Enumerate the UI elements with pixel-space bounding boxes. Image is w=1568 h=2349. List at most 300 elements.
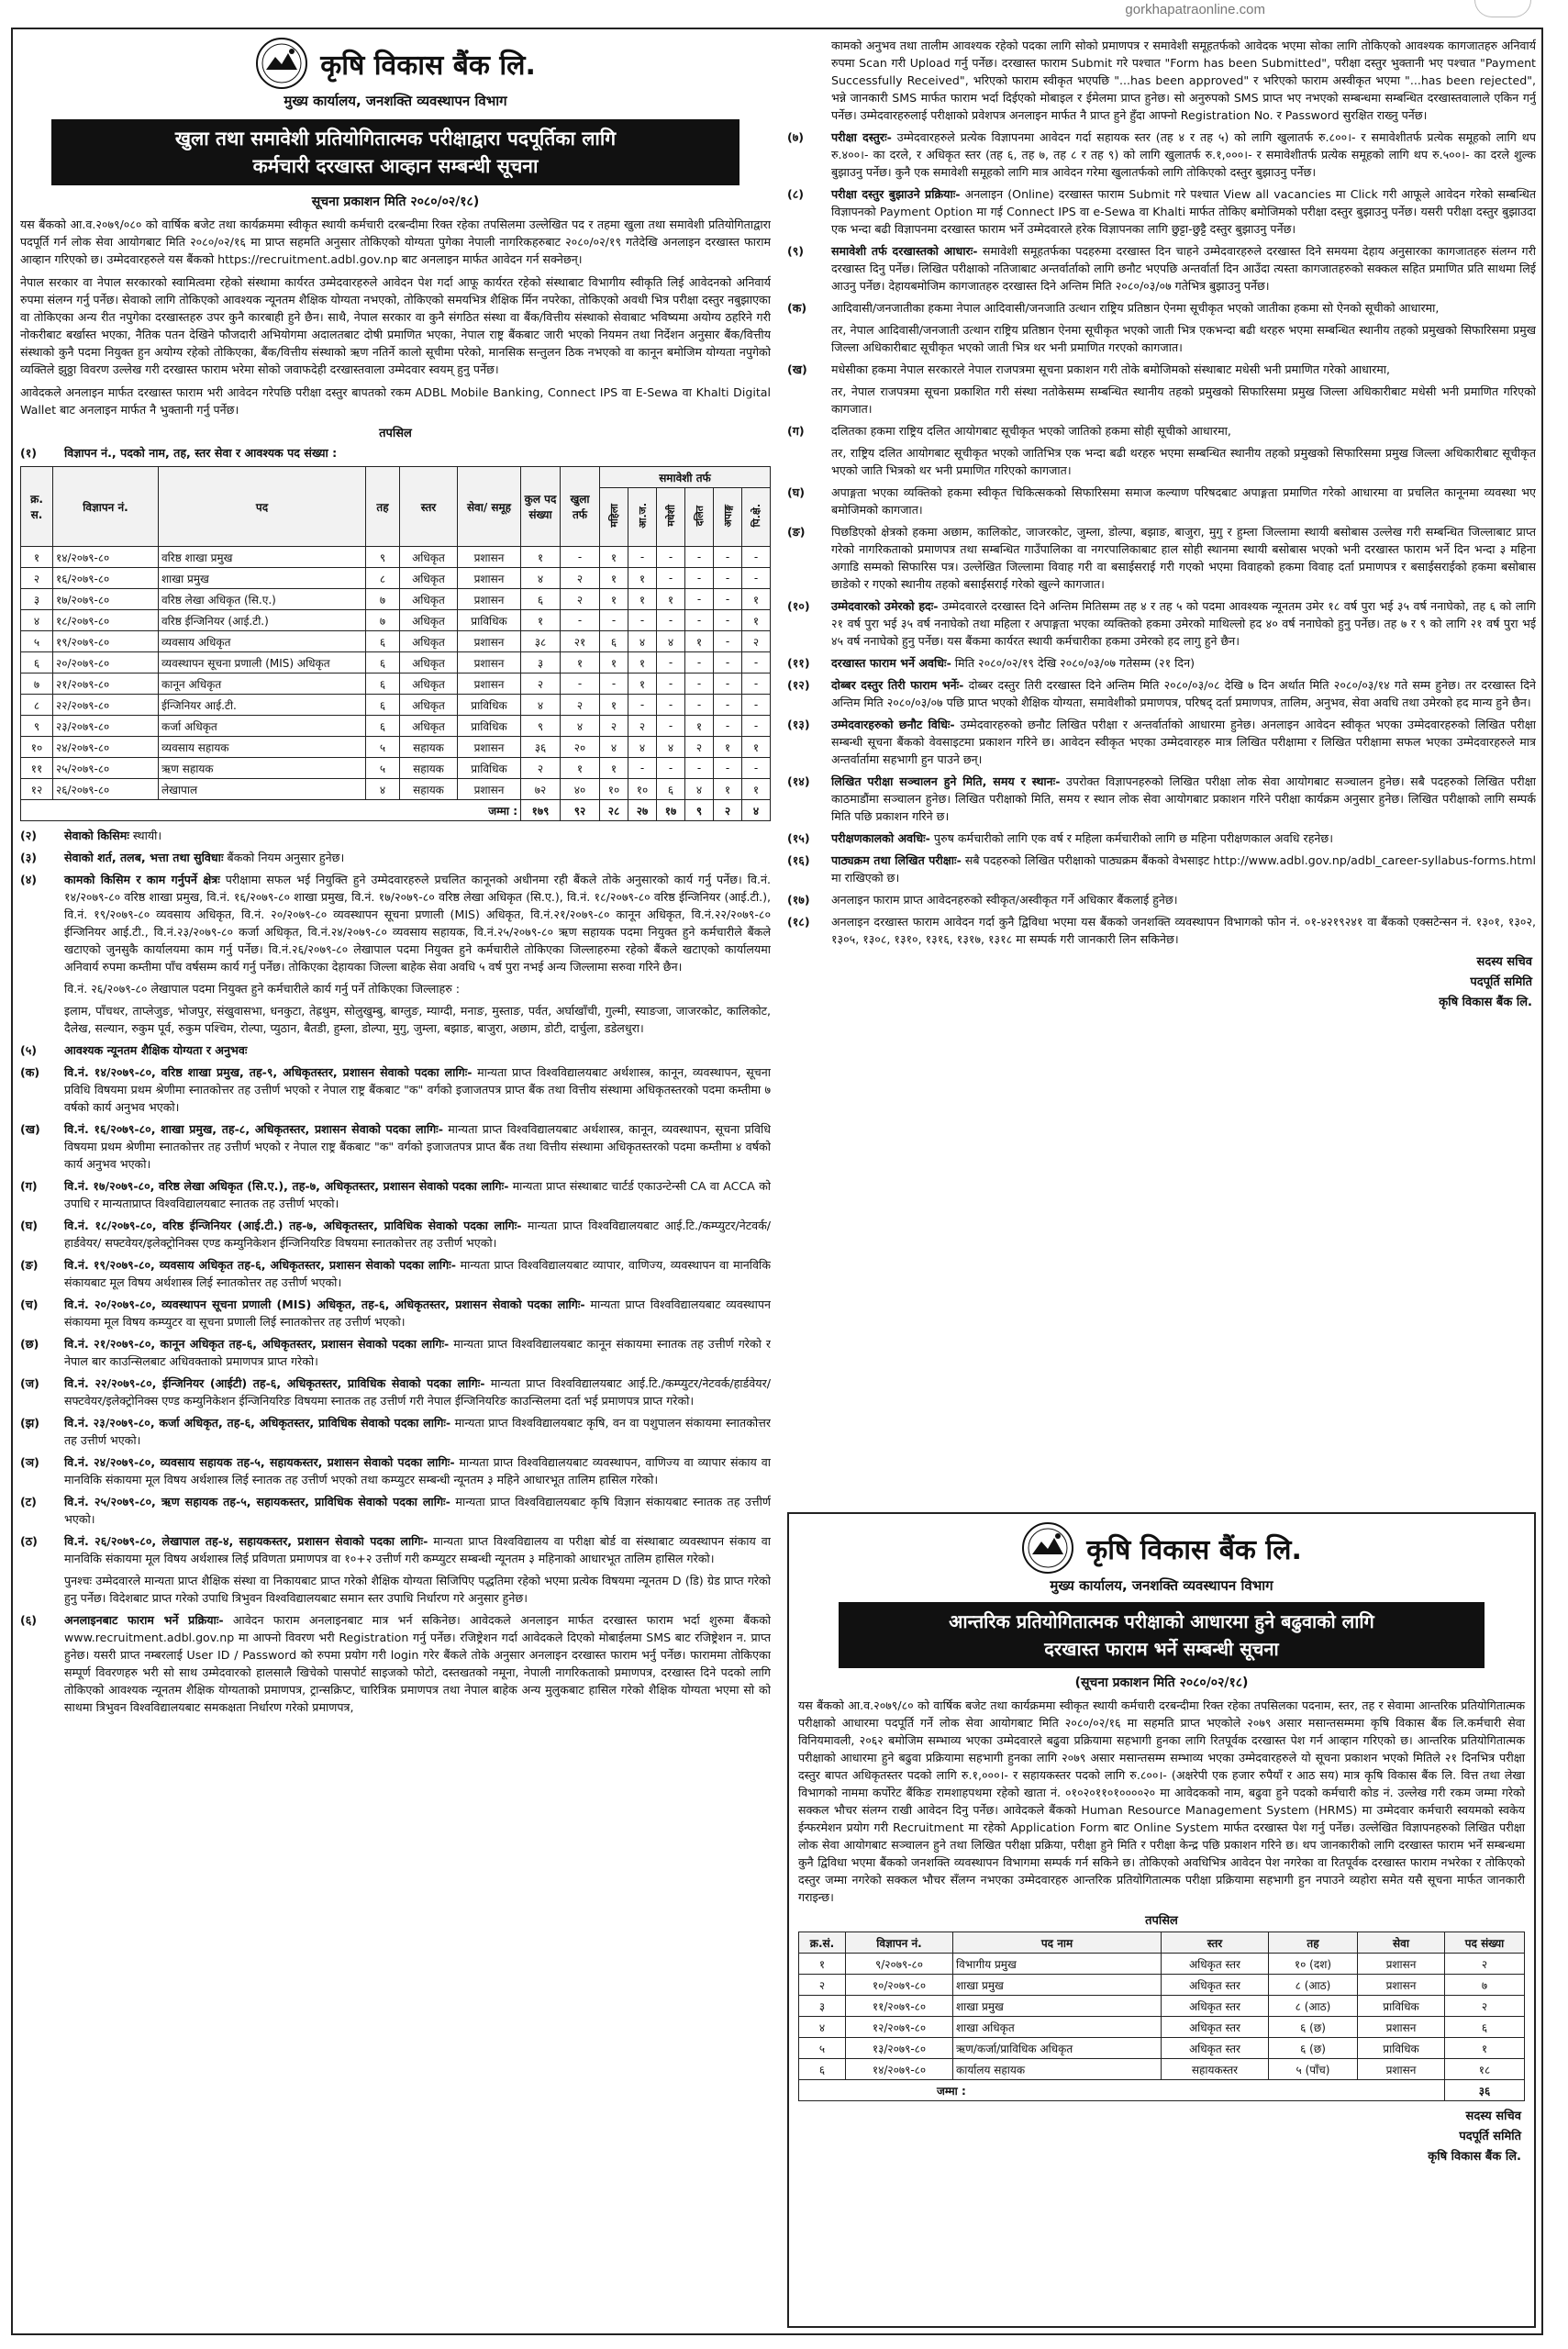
th-inc-janajati: आ.ज. [628, 488, 657, 547]
table-cell: १० (दश) [1269, 1954, 1358, 1975]
item-heading: दरखास्त फाराम भर्ने अवधिः- [831, 656, 951, 670]
table-cell: अधिकृत [400, 610, 458, 631]
table-cell: ४ [600, 737, 628, 758]
table-cell: - [685, 547, 714, 568]
item-heading: परीक्षणकालको अवधिः- [831, 831, 930, 845]
th-inc-backward: पि.क्षे. [742, 488, 771, 547]
table-cell: १९/२०७९-८० [53, 631, 159, 652]
notice-item [20, 980, 771, 997]
table-cell: अधिकृत [400, 589, 458, 610]
item-number: (५) [20, 1043, 38, 1057]
table-cell: शाखा प्रमुख [159, 568, 366, 589]
table-cell: अधिकृत [400, 631, 458, 652]
table-cell: प्रशासन [458, 737, 521, 758]
table-cell: ६ [521, 589, 561, 610]
table-cell: ६ [366, 674, 400, 695]
notice-item [20, 871, 771, 975]
table-cell: २५/२०७९-८० [53, 758, 159, 779]
item-text [831, 829, 1536, 847]
table-cell: वरिष्ठ लेखा अधिकृत (सि.ए.) [159, 589, 366, 610]
table-cell: प्रशासन [458, 631, 521, 652]
notice-item [787, 773, 1536, 825]
table-cell: २ [600, 716, 628, 737]
notice-item [20, 1375, 771, 1409]
table-cell: ८ [21, 695, 53, 716]
item-number: (३) [20, 851, 38, 864]
table-cell: - [742, 674, 771, 695]
item-text [64, 849, 771, 866]
bank-logo-icon [1021, 1521, 1074, 1575]
table-cell: २३/२०७९-८० [53, 716, 159, 737]
item-number: (१०) [787, 599, 810, 613]
table-cell: वरिष्ठ शाखा प्रमुख [159, 547, 366, 568]
item-heading: समावेशी तर्फ दरखास्तको आधारः- [831, 244, 978, 258]
table-cell: ४ [685, 779, 714, 800]
table-cell: - [714, 547, 742, 568]
table-cell: - [742, 695, 771, 716]
table-cell: शाखा प्रमुख [953, 1975, 1162, 1996]
table-cell: २ [685, 737, 714, 758]
item-text [64, 1335, 771, 1370]
notice1-title-line1: खुला तथा समावेशी प्रतियोगितात्मक परीक्षाद्वारा पदपूर्तिका लागि [174, 128, 617, 150]
notice-item [20, 1256, 771, 1291]
item-heading: पाठ्यक्रम तथा लिखित परीक्षाः- [831, 853, 962, 867]
notice-item [787, 716, 1536, 768]
notice-item [787, 484, 1536, 518]
sec1-label: विज्ञापन नं., पदको नाम, तह, स्तर सेवा र आवश्यक पद संख्या : [64, 446, 338, 460]
item-number: (क) [787, 301, 807, 315]
table-cell: - [657, 610, 685, 631]
table-cell: ऋण सहायक [159, 758, 366, 779]
item-text [64, 1041, 771, 1059]
th2-service: सेवा [1358, 1932, 1445, 1954]
item-number: (९) [787, 244, 805, 258]
table-cell: १ [600, 695, 628, 716]
item-number: (१६) [787, 853, 810, 867]
item-number: (१७) [787, 893, 810, 907]
table-cell: १ [21, 547, 53, 568]
table-row [21, 589, 771, 610]
table-cell: १ [657, 589, 685, 610]
table-cell: १ [521, 610, 561, 631]
th-open: खुला तर्फ [561, 467, 600, 547]
item-number: (१३) [787, 718, 810, 731]
notice2-title-line2: दरखास्त फाराम भर्ने सम्बन्धी सूचना [1044, 1638, 1279, 1660]
item-text [831, 128, 1536, 181]
table-cell: प्रशासन [1358, 1954, 1445, 1975]
item-body: मान्यता प्राप्त विश्वविद्यालयबाट आई.टि./कम्प्युटर/नेटवर्क/हार्डवेयर/सफ्टवेयर/इलेक्ट्रोनिक्स एण्ड कम्युनिकेशन ईन्जिनियरिङ विषयमा स्नातक तह उत्तीर्ण गरी नेपाल ईन्जिनियरिङ काउन्सिलमा दर्ता भई प्रमाणपत्र प्राप्त गरेको। [64, 1376, 771, 1408]
table-cell: प्रशासन [458, 568, 521, 589]
th-service: सेवा/ समूह [458, 467, 521, 547]
notice1-left-column [20, 37, 771, 2328]
table-cell: प्राविधिक [458, 758, 521, 779]
notice2-body: यस बैंकको आ.व.२०७९/८० को वार्षिक बजेट तथा कार्यक्रममा स्वीकृत स्थायी कर्मचारी दरबन्दीमा रिक्त रहेका तपसिलका पदनाम, स्तर, तह र सेवामा आन्तरिक प्रतियोगितात्मक परीक्षाको आधारमा पदपूर्ति गर्ने लोक सेवा आयोगबाट मिति २०८०/०२/१६ मा सहमति प्राप्त भएकोले २०७९ असार मसान्तसम्ममा कृषि विकास बैंक लि.कर्मचारी सेवा विनियमावली, २०६२ बमोजिम सम्भाव्य भएका उम्मेदवारले बढुवा प्रक्रियामा सहभागी हुनका लागि रितपूर्वक दरखास्त पेश गर्न आव्हान गरिएको छ। आन्तरिक प्रतियोगितात्मक परीक्षाको आधारमा हुने बढुवा प्रक्रियामा सहभागी हुनका लागि २०७९ असार मसान्तसम्म सम्भाव्य भएका उम्मेदवारहरुले यो सूचना प्रकाशन भएको मितिले २१ दिनभित्र परीक्षा दस्तुर बापत अधिकृतस्तर पदको लागि रु.१,०००।- र सहायकस्तर पदको लागि रु.८००।- (अक्षरेपी एक हजार रुपैयाँ र आठ सय) मात्र कृषि विकास बैंक लि. वित्त तथा लेखा विभागको नाममा कर्पोरेट बैंकिङ रामशाहपथमा रहेको खाता नं. ०१०२०११०१००००२० मा आवेदकको नाम, बढुवा हुने पदको कर्मचारी कोड नं. उल्लेख गरी रकम जम्मा गरेको सक्कल भौचर संलग्न राखी आवेदन दिनु पर्नेछ। आवेदकले बैंकको Human Resource Management System (HRMS) मा उम्मेदवार कर्मचारी स्वयमको स्वकेय ईन्फरमेशन प्रयोग गरी Recruitment मा रहेको Application Form बाट Online System मार्फत दरखास्त पेश गर्नु पर्नेछ। उल्लेखित विज्ञापनहरुको लिखित परीक्षा लोक सेवा आयोगबाट सञ्चालन हुने तथा लिखित परीक्षा प्रक्रिया, परीक्षा हुने मिति र परीक्षा केन्द्र पछि प्रकाशन गरिने छ। थप जानकारीको लागि दरखास्त फाराम भर्ने सम्बन्धमा कुनै द्विविधा भएमा बैंकको जनशक्ति व्यवस्थापन विभागमा सम्पर्क गर्न सकिने छ। तोकिएको अवधिभित्र आवेदन पेश नगरेका वा रितपूर्वक दरखास्त फाराम नभरेका र तोकिएको दस्तुर जम्मा नगरेको सक्कल भौचर सँलग्न नभएका उम्मेदवारहरु आन्तरिक प्रतियोगितात्मक परीक्षा प्रक्रियामा सहभागी हुन नपाउने व्यहोरा समेत यसै सूचना मार्फत जानकारी गराइन्छ। [798, 1698, 1525, 1904]
table-cell: ४ [366, 779, 400, 800]
table-cell: ९ [366, 547, 400, 568]
item-number: (झ) [20, 1416, 40, 1430]
table-cell: १ [521, 547, 561, 568]
notice1-header [20, 37, 771, 110]
notice-item [787, 444, 1536, 479]
item-text [831, 676, 1536, 711]
table-cell: वरिष्ठ ईन्जिनियर (आई.टी.) [159, 610, 366, 631]
table-cell: ६ [799, 2059, 846, 2080]
table-cell: १ [600, 652, 628, 674]
th2-grade: स्तर [1162, 1932, 1269, 1954]
th-total: कुल पद संख्या [521, 467, 561, 547]
site-url[interactable]: gorkhapatraonline.com [1125, 2, 1265, 17]
item-heading: दोब्बर दस्तुर तिरी फाराम भर्नेः- [831, 678, 964, 692]
th-inc-women: महिला [600, 488, 628, 547]
table-cell: - [657, 716, 685, 737]
item-number: (६) [20, 1613, 38, 1627]
item-text [64, 1453, 771, 1488]
item-body: तर, राष्ट्रिय दलित आयोगबाट सूचीकृत भएको जातिभित्र एक भन्दा बढी थरहरु भएमा सम्बन्धित स्थानीय तहको प्रमुखको सिफारिसमा प्रमुख जिल्ला अधिकारीबाट सूचीकृत भएको जाति भित्रको थर भनी प्रमाणित गरिएको कागजात। [831, 446, 1536, 477]
table-cell: १७/२०७९-८० [53, 589, 159, 610]
table-total-cell: २७ [628, 800, 657, 821]
table-cell: - [742, 758, 771, 779]
table-cell: ७२ [521, 779, 561, 800]
th-post: पद [159, 467, 366, 547]
table-cell: २२/२०७९-८० [53, 695, 159, 716]
table-cell: - [685, 758, 714, 779]
notice-item [20, 1532, 771, 1567]
table-cell: १ [1445, 2038, 1525, 2059]
table-cell: अधिकृत [400, 695, 458, 716]
item-number: (ञ) [20, 1455, 39, 1469]
notice1-right-items [787, 37, 1536, 948]
item-text [831, 185, 1536, 238]
notice-item [20, 1296, 771, 1330]
item-text [831, 37, 1536, 124]
table-cell: ७ [366, 589, 400, 610]
notice1-left-items [20, 827, 771, 1716]
item-text [64, 1375, 771, 1409]
table-cell: अधिकृत [400, 652, 458, 674]
table-cell: ४ [21, 610, 53, 631]
item-number [787, 383, 831, 417]
table-cell: व्यवसाय अधिकृत [159, 631, 366, 652]
table-cell: - [628, 758, 657, 779]
item-number: (४) [20, 873, 38, 886]
item-body: उपरोक्त विज्ञापनहरुको लिखित परीक्षा लोक सेवा आयोगबाट सञ्चालन हुनेछ। सबै पदहरुको लिखित परीक्षा काठमाडौंमा सञ्चालन हुनेछ। लिखित परीक्षाको मिति, समय र स्थान लोक सेवा आयोगबाट प्रकाशन गरिने परीक्षा कार्यक्रम अनुसार हुनेछ। लिखित परीक्षाको लागि सम्पर्क मिति पछि प्रकाशन गरिने छ। [831, 774, 1536, 823]
item-text [64, 980, 771, 997]
table-cell: लेखापाल [159, 779, 366, 800]
table-cell: अधिकृत [400, 547, 458, 568]
table-cell: - [657, 547, 685, 568]
table-cell: - [628, 610, 657, 631]
table-cell: २ [561, 568, 600, 589]
table-cell: १ [600, 758, 628, 779]
table-cell: ७ [21, 674, 53, 695]
item-body: अनलाइन फाराम प्राप्त आवेदनहरुको स्वीकृत/अस्वीकृत गर्ने अधिकार बैंकलाई हुनेछ। [831, 893, 1178, 907]
item-body: मान्यता प्राप्त विश्वविद्यालयबाट कानून संकायमा स्नातक तह उत्तीर्ण गरेको र नेपाल बार काउन्सिलबाट अधिवक्ताको प्रमाणपत्र प्राप्त गरेको। [64, 1337, 771, 1368]
item-text [831, 321, 1536, 356]
table-cell: - [714, 652, 742, 674]
item-body: मान्यता प्राप्त विश्वविद्यालयबाट कृषि विज्ञान संकायबाट स्नातक तह उत्तीर्ण भएको। [64, 1495, 771, 1526]
table-cell: ३८ [521, 631, 561, 652]
item-body: मान्यता प्राप्त विश्वविद्यालयबाट व्यवस्थापन संकायमा मूल विषय कम्प्युटर वा सूचना प्रणाली लिई स्नातकोत्तर तह उत्तीर्ण भएको। [64, 1297, 771, 1329]
item-text [831, 597, 1536, 650]
notice-item [787, 383, 1536, 417]
table-cell: ६ [600, 631, 628, 652]
notice1-tapasil: तपसिल [379, 427, 412, 440]
item-number: (ट) [20, 1495, 37, 1508]
table-cell: ४ [799, 2017, 846, 2038]
table-cell: १२ [21, 779, 53, 800]
table-cell: १ [628, 652, 657, 674]
table-cell: ९ [521, 716, 561, 737]
table-total-label: जम्मा : [799, 2080, 1445, 2101]
table-cell: प्रशासन [458, 674, 521, 695]
item-text [64, 1493, 771, 1528]
item-number: (ङ) [20, 1258, 39, 1272]
notice-item [20, 1120, 771, 1173]
item-text [831, 891, 1536, 908]
table-cell: - [628, 695, 657, 716]
notice1-right-column [787, 37, 1536, 2328]
item-heading: वि.नं. १६/२०७९-८०, शाखा प्रमुख, तह-८, अधिकृतस्तर, प्रशासन सेवाको पदका लागिः- [64, 1122, 443, 1136]
table-cell: व्यवसाय सहायक [159, 737, 366, 758]
item-number: (ङ) [787, 525, 806, 539]
notice1-intro2: नेपाल सरकार वा नेपाल सरकारको स्वामित्वमा रहेको संस्थामा कार्यरत उम्मेदवारहरुले आवेदन पेश गर्दा आफू कार्यरत रहेको संस्थाबाट विभागीय स्वीकृति लिई आवेदनको अनिवार्य रुपमा संलग्न गर्नु पर्नेछ। सेवाको लागि तोकिएको आवश्यक न्यूनतम शैक्षिक योग्यता नभएको, तोकिएको समयभित्र शैक्षिक र्मिन नपरेका, तोकिएको अवधी भित्र परीक्षा दस्तुर नबुझाएका वा तोकिएका अन्य रीत नपुगेका दरखास्तहरु उपर कुनै कारबाही हुने छैन। साथै, नेपाल सरकार वा कुनै संगठित संस्था वा बैंक/वित्तीय संस्थाको सेवाबाट भविष्यमा अयोग्य ठहरिने गरी नोकरीबाट बर्खास्त भएका, नैतिक पतन देखिने फौजदारी अभियोगमा अदालतबाट दोषी प्रमाणित भएका, नेपाल राष्ट्र बैंकबाट जारी भएको नियमन तथा निर्देशन अनुसार बैंक/वित्तीय संस्थाको कुनै पदमा नियुक्त हुन अयोग्य रहेको तोकिएका, बैंक/वित्तीय संस्थाको ऋण नतिर्ने कालो सूचीमा परेको, मानसिक सन्तुलन ठिक नभएको वा कानून बमोजिम योग्यता नपुगेको व्यक्तिले झुठ्ठा विवरण उल्लेख गरी दरखास्त फाराम भरेमा सोको जवाफदेही दरखास्तवाला उम्मेदवार स्वयम् हुनु पर्नेछ। [20, 275, 771, 376]
notice-item [20, 827, 771, 844]
promotion-table [798, 1932, 1525, 2101]
item-body: दलितका हकमा राष्ट्रिय दलित आयोगबाट सूचीकृत भएको जातिको हकमा सोही सूचीको आधारमा, [831, 424, 1231, 438]
table-cell: - [714, 568, 742, 589]
table-cell: प्रशासन [1358, 1975, 1445, 1996]
item-text [831, 422, 1536, 440]
notice2-sign-line3: कृषि विकास बैंक लि. [1428, 2150, 1521, 2164]
item-heading: सेवाको शर्त, तलब, भत्ता तथा सुविधाः [64, 851, 224, 864]
table-row [21, 695, 771, 716]
table-cell: - [685, 652, 714, 674]
vacancy-table [20, 466, 771, 821]
item-body: मिति २०८०/०२/१९ देखि २०८०/०३/०७ गतेसम्म (२१ दिन) [951, 656, 1195, 670]
notice-item [787, 299, 1536, 317]
table-cell: २ [1445, 1996, 1525, 2017]
table-cell: १० [600, 779, 628, 800]
notice1-sign-line1: सदस्य सचिव [1476, 955, 1532, 969]
table-cell: ८ (आठ) [1269, 1996, 1358, 2017]
th2-sn: क्र.सं. [799, 1932, 846, 1954]
notice-item [20, 1217, 771, 1252]
notice1-intro3: आवेदकले अनलाइन मार्फत दरखास्त फाराम भरी आवेदन गरेपछि परीक्षा दस्तुर बापतको रकम ADBL Mobile Banking, Connect IPS वा E-Sewa वा Khalti Digital Wallet बाट अनलाइन मार्फत नै भुक्तानी गर्नु पर्नेछ। [20, 385, 771, 417]
table-cell: - [742, 568, 771, 589]
table-cell: - [600, 610, 628, 631]
notice-item [20, 1493, 771, 1528]
table-cell: व्यवस्थापन सूचना प्रणाली (MIS) अधिकृत [159, 652, 366, 674]
item-body: उम्मेदवारले दरखास्त दिने अन्तिम मितिसम्म तह ४ र तह ५ को पदमा आवश्यक न्यूनतम उमेर १८ वर्ष पुरा भई ३५ वर्ष ननाघेको, तह ६ को लागि २१ वर्ष पुरा भई ३५ वर्ष ननाघेको तथा महिला र अपाङ्गता भएका व्यक्तिको हकमा उमेरको माथिल्लो हद ४० वर्ष ननाघेको हुनु पर्नेछ। तह ७ र ९ को लागि २१ वर्ष पुरा भई ४५ वर्ष ननाघेको हुनु पर्नेछ। यस बैंकमा कार्यरत स्थायी कर्मचारीका हकमा उमेरको हद लागु हुने छैन। [831, 599, 1536, 648]
table-cell: २ [628, 716, 657, 737]
table-row [799, 2017, 1525, 2038]
notice-item [787, 422, 1536, 440]
notice2-sign-line2: पदपूर्ति समिति [1459, 2130, 1521, 2143]
table-cell: प्राविधिक [1358, 2038, 1445, 2059]
item-heading: वि.नं. २३/२०७९-८०, कर्जा अधिकृत, तह-६, अधिकृतस्तर, प्राविधिक सेवाको पदका लागिः- [64, 1416, 451, 1430]
table-cell: १० [628, 779, 657, 800]
table-cell: ४ [628, 631, 657, 652]
table-row [799, 1975, 1525, 1996]
th-level: तह [366, 467, 400, 547]
table-cell: ७ [366, 610, 400, 631]
table-cell: ३६ [521, 737, 561, 758]
item-heading: सेवाको किसिमः [64, 829, 129, 842]
table-cell: ५ [799, 2038, 846, 2059]
table-cell: अधिकृत स्तर [1162, 1954, 1269, 1975]
item-text [831, 716, 1536, 768]
item-number: (क) [20, 1065, 40, 1079]
table-cell: १६/२०७९-८० [53, 568, 159, 589]
table-cell: ४ [657, 737, 685, 758]
notice-item [20, 1611, 771, 1716]
item-heading: वि.नं. १७/२०७९-८०, वरिष्ठ लेखा अधिकृत (सि.ए.), तह-७, अधिकृतस्तर, प्रशासन सेवाको पदका लागिः- [64, 1179, 509, 1193]
item-number: (१४) [787, 774, 810, 788]
bank-office: मुख्य कार्यालय, जनशक्ति व्यवस्थापन विभाग [284, 93, 507, 109]
bank-name: कृषि विकास बैंक लि. [320, 49, 536, 82]
table-cell: प्रशासन [458, 589, 521, 610]
table-cell: २६/२०७९-८० [53, 779, 159, 800]
item-number: (ठ) [20, 1534, 38, 1548]
item-body: बैंकको नियम अनुसार हुनेछ। [223, 851, 345, 864]
th2-count: पद संख्या [1445, 1932, 1525, 1954]
table-cell: १८ [1445, 2059, 1525, 2080]
notice-item [20, 1002, 771, 1037]
th-inc-madhesi: मधेशी [657, 488, 685, 547]
item-text [64, 1217, 771, 1252]
table-cell: विभागीय प्रमुख [953, 1954, 1162, 1975]
item-body: तर, नेपाल आदिवासी/जनजाती उत्थान राष्ट्रिय प्रतिष्ठान ऐनमा सूचीकृत भएको जाती भित्र एकभन्दा बढी थरहरु भएमा सम्बन्धित स्थानीय तहको प्रमुखको सिफारिसमा प्रमुख जिल्ला अधिकारीबाट सूचीकृत भएको जाती भित्र थर भनी प्रमाणित गरएको कागजात। [831, 323, 1536, 354]
item-text [831, 484, 1536, 518]
table-cell: अधिकृत स्तर [1162, 1996, 1269, 2017]
table-cell: अधिकृत स्तर [1162, 1975, 1269, 1996]
table-cell: - [714, 695, 742, 716]
item-heading: वि.नं. २४/२०७९-८०, व्यवसाय सहायक तह-५, सहायकस्तर, प्रशासन सेवाको पदका लागिः- [64, 1455, 455, 1469]
item-number: (घ) [787, 485, 805, 499]
table-cell: ११ [21, 758, 53, 779]
notice-item [787, 654, 1536, 672]
table-cell: - [685, 589, 714, 610]
notice-item [20, 849, 771, 866]
item-number: (च) [20, 1297, 39, 1311]
item-body: मान्यता प्राप्त विश्वविद्यालयबाट अर्थशास्त्र, कानून, व्यवस्थापन, सूचना प्रविधि विषयमा प्रथम श्रेणीमा स्नातकोत्तर तह उत्तीर्ण भएको र नेपाल राष्ट्र बैंकबाट "क" वर्गको इजाजतपत्र प्राप्त बैंक तथा वित्तीय संस्थामा अधिकृतस्तरको पदमा कम्तीमा ७ वर्षको कार्य अनुभव भएको। [64, 1065, 771, 1114]
table-cell: ८ [366, 568, 400, 589]
item-heading: वि.नं. १४/२०७९-८०, वरिष्ठ शाखा प्रमुख, तह-९, अधिकृतस्तर, प्रशासन सेवाको पदका लागिः- [64, 1065, 473, 1079]
item-body: पुरुष कर्मचारीको लागि एक वर्ष र महिला कर्मचारीको लागि छ महिना परीक्षणकाल अवधि रहनेछ। [929, 831, 1333, 845]
item-text [831, 852, 1536, 886]
th-inc-dalit: दलित [685, 488, 714, 547]
notice1-intro1: यस बैंकको आ.व.२०७९/०८० को वार्षिक बजेट तथा कार्यक्रममा स्वीकृत स्थायी कर्मचारी दरबन्दीमा रिक्त रहेका तपसिलमा उल्लेखित पद र तहमा खुला तथा समावेशी प्रतियोगिताद्वारा पदपूर्ति गर्न लोक सेवा आयोगबाट मिति २०८०/०२/१६ मा प्राप्त सहमति अनुसार तोकिएको योग्यता पुगेका नेपाली नागरिकहरुबाट २०८०/०२/१९ गतेदेखि अनलाइन दरखास्त फाराम आव्हान गरिएको छ। उम्मेदवारहरुले यस बैंकको https://recruitment.adbl.gov.np बाट अनलाइन मार्फत आवेदन गर्न सक्नेछन्। [20, 217, 771, 266]
table-cell: अधिकृत [400, 674, 458, 695]
notice2-header [798, 1521, 1525, 1595]
item-heading: परीक्षा दस्तुरः- [831, 130, 892, 144]
item-body: पिछडिएको क्षेत्रको हकमा अछाम, कालिकोट, जाजरकोट, जुम्ला, डोल्पा, बझाङ, बाजुरा, मुगु र हुम्ला जिल्लामा स्थायी बसोबास उल्लेख गरी सम्बन्धित जिल्लाबाट प्राप्त गरेको नागरिकताको प्रमाणपत्र तथा सम्बन्धित गाउँपालिका वा नगरपालिकाबाट हाल सोही स्थानमा स्थायी बसोबास भएको भनी दरखास्त फाराम भर्ने दिन भन्दा ३ महिना अगाडि सम्मको सिफारिस पत्र। उल्लेखित जिल्लामा विवाह गरी वा बसाईसराई गरी गएको भएमा विवाहको हकमा विवाह दर्ता प्रमाणपत्र र बसाईसराईको हकमा बसोबास छाडेको र गएको स्थानीय तहको बसाईसराई गरेको खुल्ने कागजात। [831, 525, 1536, 591]
item-body: इलाम, पाँचथर, ताप्लेजुङ, भोजपुर, संखुवासभा, धनकुटा, तेह्रथुम, सोलुखुम्बु, बाग्लुङ, म्याग्दी, मनाङ, मुस्ताङ, पर्वत, अर्घाखाँची, गुल्मी, स्याङजा, जाजरकोट, कालिकोट, दैलेख, सल्यान, रुकुम पूर्व, रुकुम पश्चिम, रोल्पा, प्युठान, बैतडी, हुम्ला, डोल्पा, मुगु, जुम्ला, बझाङ, बाजुरा, अछाम, डोटी, दार्चुला, डडेलधुरा। [64, 1004, 771, 1035]
table-cell: २१ [561, 631, 600, 652]
item-number: (घ) [20, 1219, 38, 1232]
table-cell: १ [714, 737, 742, 758]
table-cell: १३/२०७९-८० [846, 2038, 953, 2059]
item-number: (७) [787, 130, 805, 144]
table-cell: २० [561, 737, 600, 758]
item-heading: उम्मेदवारहरुको छनौट विधिः- [831, 718, 955, 731]
table-cell: - [742, 652, 771, 674]
table-cell: ६ (छ) [1269, 2038, 1358, 2059]
table-cell: - [685, 610, 714, 631]
item-body: दोब्बर दस्तुर तिरी दरखास्त दिने अन्तिम मिति २०८०/०३/०८ देखि ७ दिन अर्थात मिति २०८०/०३/१४ गते सम्म हुनेछ। तर दरखास्त दिने अन्तिम मिति २०८०/०३/०७ पछि प्राप्त भएको शैक्षिक योग्यता, समावेशीको प्रमाणपत्र, परिषद् दर्ता प्रमाणपत्र, तालिम, अनुभव, सेवा अवधि तथा उमेरको हद मान्य हुने छैन। [831, 678, 1536, 709]
item-text [64, 1063, 771, 1116]
notice1-pubdate: सूचना प्रकाशन मिति २०८०/०२/१८) [311, 195, 480, 209]
notice-item [20, 1572, 771, 1607]
table-cell: - [657, 758, 685, 779]
table-cell: - [714, 610, 742, 631]
notice-item [787, 852, 1536, 886]
table-cell: सहायक [400, 758, 458, 779]
notice1-sign-line3: कृषि विकास बैंक लि. [1439, 996, 1532, 1009]
notice-item [787, 891, 1536, 908]
table-cell: ८ (आठ) [1269, 1975, 1358, 1996]
item-heading: वि.नं. २५/२०७९-८०, ऋण सहायक तह-५, सहायकस्तर, प्राविधिक सेवाको पदका लागिः- [64, 1495, 450, 1508]
item-text [64, 1572, 771, 1607]
table-cell: ११/२०७९-८० [846, 1996, 953, 2017]
table-row [21, 779, 771, 800]
item-number: (ख) [787, 362, 807, 376]
table-cell: ५ [366, 737, 400, 758]
table-row [799, 2059, 1525, 2080]
notice-item [787, 242, 1536, 295]
notice1-title-line2: कर्मचारी दरखास्त आव्हान सम्बन्धी सूचना [252, 155, 539, 177]
table-row [21, 568, 771, 589]
item-text [64, 1532, 771, 1567]
item-body: उम्मेदवारहरुको छनौट लिखित परीक्षा र अन्तर्वार्ताको आधारमा हुनेछ। अनलाइन आवेदन स्वीकृत भएका उम्मेदवारहरुको लिखित परीक्षा सम्बन्धी सूचना बैंकको वेवसाइटमा प्रकाशन गरिने छ। आवेदन स्वीकृत भएका उम्मेदवारहरु मात्र लिखित परीक्षामा र लिखित परीक्षामा सफल भएका उम्मेदवारहरुले मात्र अन्तर्वार्तामा सहभागी हुन पाउने छन्। [831, 718, 1536, 766]
table-cell: प्रशासन [1358, 2059, 1445, 2080]
table-cell: अधिकृत स्तर [1162, 2038, 1269, 2059]
table-cell: ९ [21, 716, 53, 737]
notice2-box [787, 1512, 1536, 2328]
table-cell: ४ [657, 631, 685, 652]
table-cell: सहायकस्तर [1162, 2059, 1269, 2080]
item-heading: लिखित परीक्षा सञ्चालन हुने मिति, समय र स्थानः- [831, 774, 1061, 788]
table-cell: - [714, 674, 742, 695]
table-cell: ऋण/कर्जा/प्राविधिक अधिकृत [953, 2038, 1162, 2059]
table-total-row [21, 800, 771, 821]
table-row [21, 610, 771, 631]
vacancy-table-body [21, 547, 771, 821]
item-heading: वि.नं. २१/२०७९-८०, कानून अधिकृत तह-६, अधिकृतस्तर, प्रशासन सेवाको पदका लागिः- [64, 1337, 450, 1351]
item-text [64, 827, 771, 844]
item-text [64, 1611, 771, 1716]
item-text [831, 773, 1536, 825]
item-number: (११) [787, 656, 810, 670]
notice1-sec1 [20, 444, 771, 462]
table-cell: प्रशासन [1358, 2017, 1445, 2038]
table-cell: ५ [21, 631, 53, 652]
th-sn: क्र. स. [21, 467, 53, 547]
table-cell: १ [628, 568, 657, 589]
table-cell: १ [742, 737, 771, 758]
table-cell: १ [561, 652, 600, 674]
notice-item [787, 128, 1536, 181]
table-cell: अधिकृत [400, 716, 458, 737]
table-cell: - [561, 610, 600, 631]
notice-item [787, 523, 1536, 593]
item-body: कामको अनुभव तथा तालीम आवश्यक रहेको पदका लागि सोको प्रमाणपत्र र समावेशी समूहतर्फको आवेदक भएमा सोका लागि तोकिएको आवश्यक कागजातहरु अनिवार्य रुपमा Scan गरी Upload गर्नु पर्नेछ। दरखास्त फाराम Submit गरे पश्चात "Form has been Submitted", परीक्षा दस्तुर भुक्तानी भए पश्चात "Payment Successfully Received", भरिएको फाराम स्वीकृत भएपछि "...has been approved" र भरिएको फाराम अस्वीकृत भएमा "...has been rejected", भन्ने जानकारी SMS मार्फत फाराम भर्दा दिईएको मोबाइल र ईमेलमा प्राप्त हुनेछ। सो अनुरुपको SMS प्राप्त भए नभएको सम्बन्धमा सम्बन्धित दरखास्तवालाले एकिन गर्नु पर्नेछ। उम्मेदवारहरुलाई परीक्षाको प्रवेशपत्र अनलाइन मार्फत नै प्राप्त हुने हुँदा आफ्नो Registration No. र Password सुरक्षित राख्नु पर्नेछ। [831, 39, 1536, 122]
table-total-cell: ९ [685, 800, 714, 821]
table-row [799, 1954, 1525, 1975]
table-cell: १ [742, 779, 771, 800]
table-cell: कानून अधिकृत [159, 674, 366, 695]
table-cell: - [742, 547, 771, 568]
